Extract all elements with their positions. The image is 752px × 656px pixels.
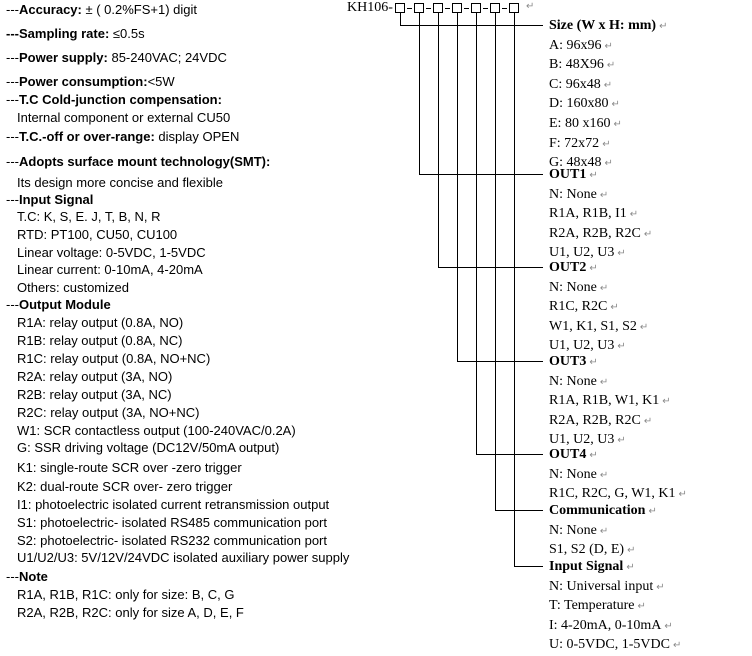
order-section-out1 — [549, 166, 652, 264]
spec-line: RTD: PT100, CU50, CU100 — [17, 227, 178, 242]
order-option — [549, 279, 648, 299]
order-option — [549, 298, 648, 318]
order-option — [549, 617, 681, 637]
connector-horizontal-out4 — [476, 454, 543, 455]
order-section-heading: OUT2 ↵ — [549, 260, 598, 275]
order-option — [549, 56, 667, 76]
paragraph-mark: ↵ — [611, 99, 620, 111]
paragraph-mark: ↵ — [637, 601, 646, 613]
paragraph-mark: ↵ — [526, 1, 535, 12]
order-section-heading: OUT4 ↵ — [549, 447, 598, 462]
spec-note-heading: ---Note — [6, 569, 48, 584]
model-code-box-7 — [509, 3, 519, 13]
paragraph-mark: ↵ — [613, 118, 622, 130]
order-section-size — [549, 17, 667, 174]
model-code-separator — [483, 8, 488, 9]
order-section-items — [549, 373, 671, 451]
order-section-heading: OUT3 ↵ — [549, 354, 598, 369]
order-option — [549, 373, 671, 393]
model-code-separator — [426, 8, 431, 9]
paragraph-mark: ↵ — [627, 545, 636, 557]
paragraph-mark: ↵ — [643, 415, 653, 427]
paragraph-mark: ↵ — [672, 640, 682, 652]
order-option — [549, 466, 687, 486]
order-option-label: N: None — [549, 373, 597, 389]
paragraph-mark: ↵ — [629, 209, 639, 221]
order-section-communication — [549, 502, 657, 561]
order-section-items — [549, 186, 652, 264]
connector-vertical-communication — [495, 13, 496, 510]
order-option-label: R1A, R1B, I1 — [549, 206, 627, 222]
order-option — [549, 135, 667, 155]
paragraph-mark: ↵ — [639, 321, 649, 333]
order-option-label: C: 96x48 — [549, 76, 601, 92]
order-option — [549, 522, 657, 542]
model-code-box-5 — [471, 3, 481, 13]
spec-tc-compensation-detail: Internal component or external CU50 — [17, 110, 231, 125]
spec-line: R1C: relay output (0.8A, NO+NC) — [17, 351, 211, 366]
order-option-label: U1, U2, U3 — [549, 338, 615, 354]
spec-line: R1A: relay output (0.8A, NO) — [17, 315, 184, 330]
connector-horizontal-input-signal — [514, 566, 543, 567]
paragraph-mark: ↵ — [604, 40, 613, 52]
connector-vertical-out2 — [438, 13, 439, 267]
order-option-label: A: 96x96 — [549, 37, 602, 53]
paragraph-mark: ↵ — [604, 158, 613, 170]
spec-power-supply: ---Power supply: 85-240VAC; 24VDC — [6, 50, 227, 65]
connector-vertical-out4 — [476, 13, 477, 454]
order-option-label: W1, K1, S1, S2 — [549, 318, 637, 334]
order-option — [549, 392, 671, 412]
order-option-label: R2A, R2B, R2C — [549, 225, 641, 241]
order-section-out2 — [549, 259, 648, 357]
paragraph-mark: ↵ — [659, 21, 668, 32]
connector-horizontal-out3 — [457, 361, 543, 362]
order-section-items — [549, 279, 648, 357]
paragraph-mark: ↵ — [589, 263, 598, 274]
paragraph-mark: ↵ — [664, 620, 673, 632]
connector-vertical-input-signal — [514, 13, 515, 566]
spec-line: Others: customized — [17, 280, 129, 295]
order-option-label: N: Universal input — [549, 578, 654, 594]
order-option-label: U1, U2, U3 — [549, 432, 615, 448]
paragraph-mark: ↵ — [602, 138, 611, 150]
order-option-label: U1, U2, U3 — [549, 245, 615, 261]
order-option — [549, 225, 652, 245]
connector-horizontal-size — [400, 25, 543, 26]
spec-output-module-heading: ---Output Module — [6, 297, 111, 312]
order-option — [549, 205, 652, 225]
spec-line: R2A: relay output (3A, NO) — [17, 369, 173, 384]
order-section-items — [549, 37, 667, 174]
spec-line: S1: photoelectric- isolated RS485 communication port — [17, 515, 327, 530]
spec-smt-detail: Its design more concise and flexible — [17, 175, 223, 190]
paragraph-mark: ↵ — [599, 525, 609, 537]
model-code-box-4 — [452, 3, 462, 13]
order-section-items — [549, 466, 687, 505]
spec-line: U1/U2/U3: 5V/12V/24VDC isolated auxiliary power supply — [17, 550, 350, 565]
paragraph-mark: ↵ — [617, 248, 626, 260]
model-code-separator — [464, 8, 469, 9]
paragraph-mark: ↵ — [589, 450, 598, 461]
order-option-label: F: 72x72 — [549, 135, 600, 151]
paragraph-mark: ↵ — [589, 357, 598, 368]
order-option-label: U: 0-5VDC, 1-5VDC — [549, 637, 670, 653]
spec-line: R2C: relay output (3A, NO+NC) — [17, 405, 200, 420]
paragraph-mark: ↵ — [643, 228, 653, 240]
paragraph-mark: ↵ — [589, 170, 598, 181]
order-option-label: R2A, R2B, R2C — [549, 412, 641, 428]
spec-line: K2: dual-route SCR over- zero trigger — [17, 479, 233, 494]
model-code-separator — [502, 8, 507, 9]
spec-smt: ---Adopts surface mount technology(SMT): — [6, 154, 271, 169]
connector-vertical-out1 — [419, 13, 420, 174]
order-option — [549, 37, 667, 57]
order-section-input-signal — [549, 558, 681, 656]
paragraph-mark: ↵ — [617, 341, 626, 353]
model-code-box-3 — [433, 3, 443, 13]
order-option — [549, 95, 667, 115]
model-code-prefix: KH106- — [347, 0, 393, 15]
paragraph-mark: ↵ — [603, 79, 613, 91]
paragraph-mark: ↵ — [599, 376, 609, 388]
order-option-label: B: 48X96 — [549, 57, 604, 73]
spec-sampling-rate: ---Sampling rate: ≤0.5s — [6, 26, 145, 41]
order-option — [549, 115, 667, 135]
spec-input-signal-heading: ---Input Signal — [6, 192, 94, 207]
order-option-label: R1A, R1B, W1, K1 — [549, 393, 660, 409]
spec-line: Linear current: 0-10mA, 4-20mA — [17, 262, 203, 277]
paragraph-mark: ↵ — [599, 469, 609, 481]
spec-line: Linear voltage: 0-5VDC, 1-5VDC — [17, 245, 206, 260]
order-option — [549, 412, 671, 432]
spec-accuracy: ---Accuracy: ± ( 0.2%FS+1) digit — [6, 2, 198, 17]
order-option-label: S1, S2 (D, E) — [549, 542, 625, 558]
order-option-label: R1C, R2C, G, W1, K1 — [549, 486, 676, 502]
order-option-label: E: 80 x160 — [549, 115, 611, 131]
order-section-items — [549, 522, 657, 561]
order-option-label: N: None — [549, 279, 597, 295]
spec-line: T.C: K, S, E. J, T, B, N, R — [17, 209, 161, 224]
order-section-out4 — [549, 446, 687, 505]
spec-line: R1B: relay output (0.8A, NC) — [17, 333, 183, 348]
connector-horizontal-communication — [495, 510, 543, 511]
spec-line: I1: photoelectric isolated current retransmission output — [17, 497, 330, 512]
paragraph-mark: ↵ — [662, 396, 671, 408]
order-section-heading: Communication ↵ — [549, 503, 657, 518]
paragraph-mark: ↵ — [599, 189, 609, 201]
spec-line: S2: photoelectric- isolated RS232 communication port — [17, 533, 327, 548]
paragraph-mark: ↵ — [678, 489, 687, 501]
order-option — [549, 578, 681, 598]
paragraph-mark: ↵ — [599, 282, 609, 294]
order-option-label: R1C, R2C — [549, 299, 608, 315]
order-option-label: T: Temperature — [549, 598, 635, 614]
order-option — [549, 76, 667, 96]
order-option-label: G: 48x48 — [549, 155, 602, 171]
spec-tc-compensation: ---T.C Cold-junction compensation: — [6, 92, 222, 107]
spec-line: G: SSR driving voltage (DC12V/50mA output) — [17, 440, 280, 455]
paragraph-mark: ↵ — [656, 581, 665, 593]
order-section-items — [549, 578, 681, 656]
spec-note-line: R2A, R2B, R2C: only for size A, D, E, F — [17, 605, 244, 620]
paragraph-mark: ↵ — [648, 506, 657, 517]
order-option-label: N: None — [549, 522, 597, 538]
paragraph-mark: ↵ — [626, 562, 635, 573]
paragraph-mark: ↵ — [617, 435, 626, 447]
connector-vertical-size — [400, 13, 401, 25]
model-code-box-1 — [395, 3, 405, 13]
order-option-label: N: None — [549, 466, 597, 482]
spec-note-line: R1A, R1B, R1C: only for size: B, C, G — [17, 587, 235, 602]
model-code-box-2 — [414, 3, 424, 13]
order-option — [549, 636, 681, 656]
order-option-label: N: None — [549, 186, 597, 202]
spec-line: R2B: relay output (3A, NC) — [17, 387, 172, 402]
order-section-heading: OUT1 ↵ — [549, 167, 598, 182]
model-code-separator — [445, 8, 450, 9]
spec-tc-off-range: ---T.C.-off or over-range: display OPEN — [6, 129, 240, 144]
paragraph-mark: ↵ — [610, 302, 619, 314]
spec-line: W1: SCR contactless output (100-240VAC/0.2A) — [17, 423, 296, 438]
order-option — [549, 318, 648, 338]
order-section-heading: Size (W x H: mm) ↵ — [549, 18, 668, 33]
spec-line: K1: single-route SCR over -zero trigger — [17, 460, 242, 475]
order-option-label: D: 160x80 — [549, 96, 609, 112]
connector-horizontal-out2 — [438, 267, 543, 268]
order-option — [549, 597, 681, 617]
order-option — [549, 186, 652, 206]
connector-vertical-out3 — [457, 13, 458, 361]
spec-power-consumption: ---Power consumption:<5W — [6, 74, 175, 89]
model-code-box-6 — [490, 3, 500, 13]
order-section-out3 — [549, 353, 671, 451]
order-option-label: I: 4-20mA, 0-10mA — [549, 617, 662, 633]
paragraph-mark: ↵ — [606, 60, 616, 72]
model-code-separator — [407, 8, 412, 9]
order-section-heading: Input Signal ↵ — [549, 559, 635, 574]
